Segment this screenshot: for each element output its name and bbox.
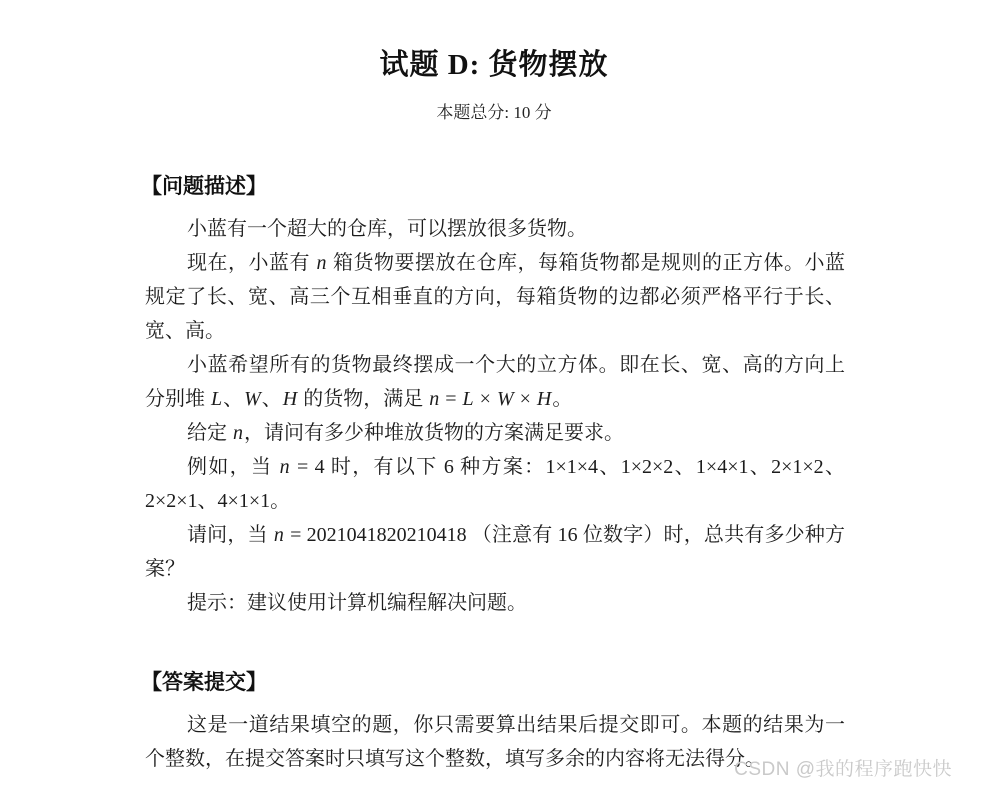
math-variable: W [244, 388, 261, 410]
text-run: 提示：建议使用计算机编程解决问题。 [187, 592, 527, 614]
page-title: 试题 D: 货物摆放 [379, 49, 609, 81]
text-run: 。 [552, 388, 573, 410]
page-subtitle: 本题总分: 10 分 [436, 103, 552, 122]
paragraph [145, 416, 845, 450]
text-run: × [474, 388, 496, 410]
math-variable: H [536, 388, 552, 410]
text-run: 、 [261, 388, 282, 410]
paragraph [145, 450, 845, 518]
math-variable: n [279, 456, 290, 478]
paragraph [145, 348, 845, 416]
text-run: 、 [223, 388, 244, 410]
paragraph [145, 586, 845, 620]
text-run: 小蓝有一个超大的仓库，可以摆放很多货物。 [187, 218, 587, 240]
text-run: 例如，当 [187, 456, 279, 478]
text-run: = 2021041820210418 （注意有 16 位数字）时，总共有多少种方案？ [145, 524, 846, 580]
text-run: 箱货物要摆放在仓库，每箱货物都是规则的正方体。小蓝规定了长、宽、高三个互相垂直的方向，每箱货物的边都必须严格平行于长、宽、高。 [145, 252, 845, 342]
text-run: 现在，小蓝有 [187, 252, 316, 274]
text-run: = 4 时，有以下 6 种方案：1×1×4、1×2×2、1×4×1、2×1×2、2×2×1、4×1×1。 [145, 456, 846, 512]
text-run: 请问，当 [187, 524, 273, 546]
text-run: 的货物，满足 [298, 388, 429, 410]
paragraph [145, 518, 845, 586]
text-run: = [440, 388, 462, 410]
text-run: ，请问有多少种堆放货物的方案满足要求。 [244, 422, 624, 444]
math-variable: L [462, 388, 474, 410]
math-variable: n [273, 524, 284, 546]
math-variable: L [211, 388, 223, 410]
paragraph [145, 212, 845, 246]
text-run: 这是一道结果填空的题，你只需要算出结果后提交即可。本题的结果为一个整数，在提交答案时只填写这个整数，填写多余的内容将无法得分。 [145, 714, 845, 770]
section-heading: 【答案提交】 [141, 671, 267, 694]
math-variable: H [282, 388, 298, 410]
paragraph [145, 246, 845, 348]
text-run: × [514, 388, 536, 410]
text-run: 小蓝希望所有的货物最终摆成一个大的立方体。即在长、宽、高的方向上分别堆 [145, 354, 845, 410]
watermark: CSDN @我的程序跑快快 [734, 759, 952, 780]
math-variable: W [496, 388, 514, 410]
math-variable: n [316, 252, 327, 274]
math-variable: n [233, 422, 243, 444]
text-run: 给定 [187, 422, 232, 444]
document-sections [141, 174, 846, 776]
math-variable: n [429, 388, 440, 410]
section-heading: 【问题描述】 [141, 175, 267, 198]
